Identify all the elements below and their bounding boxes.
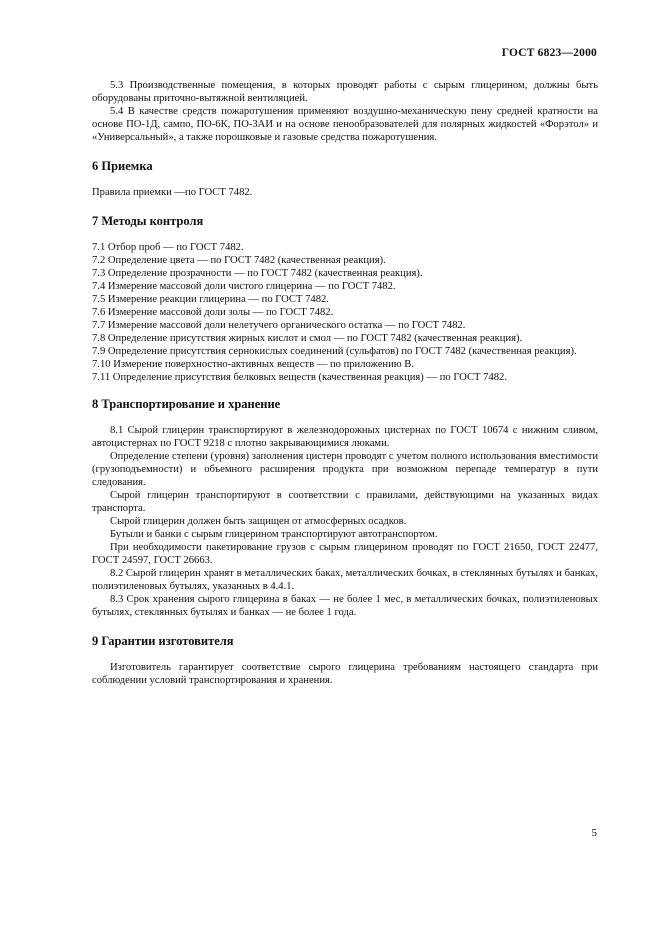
list-item: 7.9 Определение присутствия сернокислых соединений (сульфатов) по ГОСТ 7482 (качественная реакция). bbox=[92, 346, 577, 357]
paragraph-5-3: 5.3 Производственные помещения, в которых проводят работы с сырым глицерином, должны быть оборудованы приточно-вытяжной вентиляцией. bbox=[92, 80, 598, 104]
paragraph-transport-rules: Сырой глицерин транспортируют в соответствии с правилами, действующими на указанных видах транспорта. bbox=[92, 490, 598, 514]
section-6-heading: 6 Приемка bbox=[92, 159, 153, 173]
paragraph-8-1: 8.1 Сырой глицерин транспортируют в железнодорожных цистернах по ГОСТ 10674 с нижним сливом, автоцистернах по ГОСТ 9218 с плотно закрывающимися люками. bbox=[92, 425, 598, 449]
paragraph-8-3: 8.3 Срок хранения сырого глицерина в баках — не более 1 мес, в металлических бочках, полиэтиленовых бутылях, стеклянных бутылях и банках — не более 1 года. bbox=[92, 594, 598, 618]
section-8-heading: 8 Транспортирование и хранение bbox=[92, 397, 281, 411]
list-item: 7.3 Определение прозрачности — по ГОСТ 7482 (качественная реакция). bbox=[92, 268, 423, 279]
list-item: 7.7 Измерение массовой доли нелетучего органического остатка — по ГОСТ 7482. bbox=[92, 320, 466, 331]
paragraph-fill-level: Определение степени (уровня) заполнения цистерн проводят с учетом полного использования вместимости (грузоподъемности) и объемного расширения продукта при возможном перепаде температур в пути следования. bbox=[92, 451, 598, 488]
page-content bbox=[92, 79, 598, 687]
section-7-list bbox=[92, 241, 598, 384]
list-item: 7.5 Измерение реакции глицерина — по ГОСТ 7482. bbox=[92, 294, 329, 305]
section-7-heading: 7 Методы контроля bbox=[92, 214, 204, 228]
page-number: 5 bbox=[591, 827, 597, 839]
section-6-text: Правила приемки —по ГОСТ 7482. bbox=[92, 187, 253, 198]
list-item: 7.6 Измерение массовой доли золы — по ГОСТ 7482. bbox=[92, 307, 334, 318]
list-item: 7.2 Определение цвета — по ГОСТ 7482 (качественная реакция). bbox=[92, 255, 386, 266]
paragraph-8-2: 8.2 Сырой глицерин хранят в металлических баках, металлических бочках, в стеклянных бутылях и банках, полиэтиленовых бутылях, указанных в 4.4.1. bbox=[92, 568, 598, 592]
document-header: ГОСТ 6823—2000 bbox=[501, 47, 597, 59]
section-9-text: Изготовитель гарантирует соответствие сырого глицерина требованиям настоящего стандарта при соблюдении условий транспортирования и хранения. bbox=[92, 662, 598, 686]
list-item: 7.8 Определение присутствия жирных кислот и смол — по ГОСТ 7482 (качественная реакция). bbox=[92, 333, 523, 344]
section-9-heading: 9 Гарантии изготовителя bbox=[92, 634, 234, 648]
list-item: 7.11 Определение присутствия белковых веществ (качественная реакция) — по ГОСТ 7482. bbox=[92, 372, 507, 383]
paragraph-packaging: При необходимости пакетирование грузов с сырым глицерином проводят по ГОСТ 21650, ГОСТ 22477, ГОСТ 24597, ГОСТ 26663. bbox=[92, 542, 598, 566]
list-item: 7.1 Отбор проб — по ГОСТ 7482. bbox=[92, 242, 244, 253]
paragraph-5-4: 5.4 В качестве средств пожаротушения применяют воздушно-механическую пену средней кратности на основе ПО-1Д, сампо, ПО-6К, ПО-3АИ и на основе пенообразователей для полярных жидкостей «Форэтол» и «Универсальный», а также порошковые и газовые средства пожаротушения. bbox=[92, 106, 598, 143]
list-item: 7.10 Измерение поверхностно-активных веществ — по приложению В. bbox=[92, 359, 415, 370]
paragraph-bottles: Бутыли и банки с сырым глицерином транспортируют автотранспортом. bbox=[110, 529, 438, 540]
list-item: 7.4 Измерение массовой доли чистого глицерина — по ГОСТ 7482. bbox=[92, 281, 396, 292]
paragraph-protection: Сырой глицерин должен быть защищен от атмосферных осадков. bbox=[110, 516, 407, 527]
